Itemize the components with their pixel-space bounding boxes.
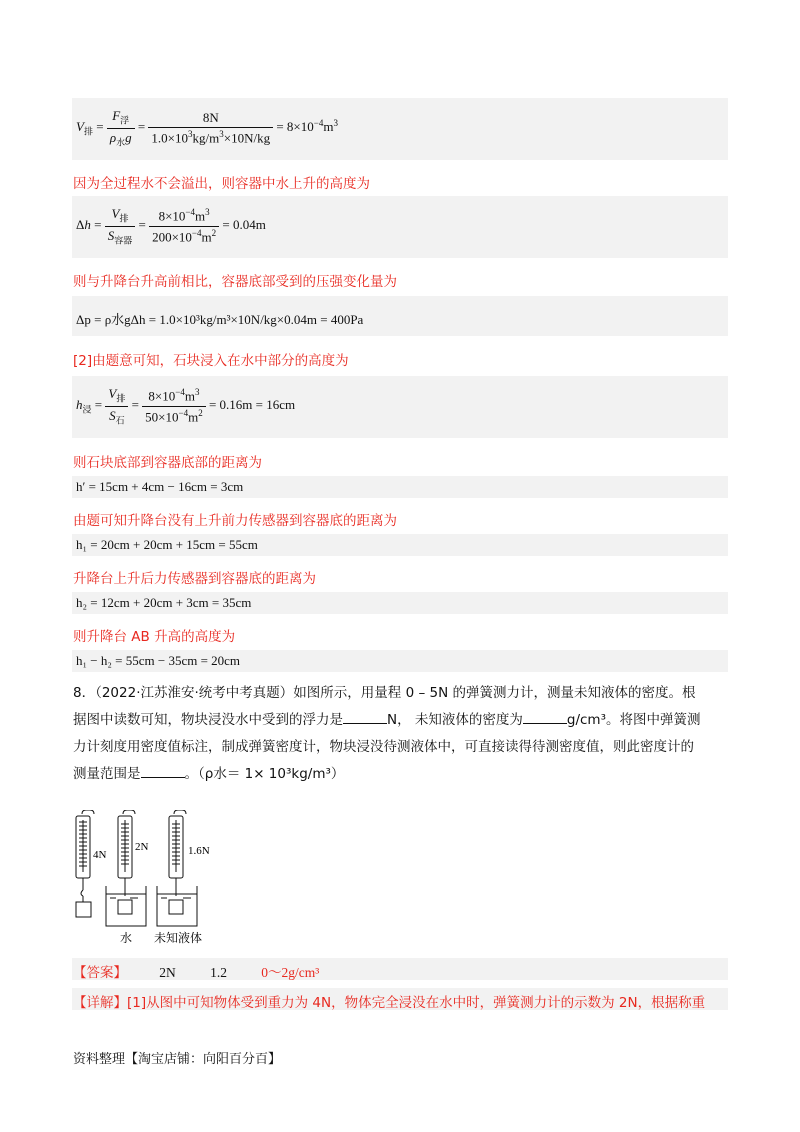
- blank-buoyancy: [343, 711, 387, 724]
- answer-2: 1.2: [210, 965, 227, 980]
- step-text-7: 则升降台 AB 升高的高度为: [73, 629, 236, 645]
- equation-v-displaced: $V_排$ = $\frac{F_浮}{\rho_水g}$ = $\frac{8N}{1.0\times 10^3kg/m^3\times 10N/kg}$ = $8\times 10^{-4}m^3$: [76, 108, 338, 148]
- detail-line: [73, 991, 705, 1011]
- caption-unknown-liquid: 未知液体: [154, 931, 203, 945]
- detail-tag: 【详解】: [73, 995, 127, 1011]
- equation-h1: h₁ = 20cm + 20cm + 15cm = 55cm: [76, 537, 258, 552]
- step-text-5: 由题可知升降台没有上升前力传感器到容器底的距离为: [73, 513, 397, 529]
- reading-2n: 2N: [135, 841, 149, 853]
- answer-1: 2N: [159, 965, 176, 980]
- step-text-6: 升降台上升后力传感器到容器底的距离为: [73, 571, 316, 587]
- equation-h-prime: h′ = 15cm + 4cm − 16cm = 3cm: [76, 479, 244, 494]
- caption-water: 水: [120, 931, 133, 945]
- question-line-3: 力计刻度用密度值标注，制成弹簧密度计，物块浸没待测液体中，可直接读得待测密度值，则此密度计的: [73, 739, 694, 755]
- step-text-3: [2]由题意可知，石块浸入在水中部分的高度为: [73, 353, 349, 369]
- question-line-1: 8．（2022·江苏淮安·统考中考真题）如图所示，用量程 0 – 5N 的弹簧测力计，测量未知液体的密度。根: [73, 685, 696, 701]
- equation-h1-minus-h2: h₁ − h₂ = 55cm − 35cm = 20cm: [76, 653, 241, 668]
- blank-density: [523, 711, 567, 724]
- footer-source: 资料整理【淘宝店铺：向阳百分百】: [73, 1052, 282, 1067]
- step-text-4: 则石块底部到容器底部的距离为: [73, 455, 262, 471]
- equation-h-immersed: $h_浸$ = $\frac{V_排}{S_石}$ = $\frac{8\times 10^{-4}m^3}{50\times 10^{-4}m^2}$ = 0.16m = 16cm: [76, 386, 296, 426]
- answer-tag: 【答案】: [73, 965, 127, 981]
- answer-3: 0～2g/cm³: [261, 965, 320, 980]
- reading-1-6n: 1.6N: [188, 845, 210, 857]
- reading-4n: 4N: [93, 849, 107, 861]
- step-text-2: 则与升降台升高前相比，容器底部受到的压强变化量为: [73, 274, 397, 290]
- equation-delta-p: Δp = ρ水gΔh = 1.0×10³kg/m³×10N/kg×0.04m = 400Pa: [76, 312, 364, 327]
- equation-delta-h: Δh = $\frac{V_排}{S_{容器}}$ = $\frac{8\times 10^{-4}m^3}{200\times 10^{-4}m^2}$ = 0.04m: [76, 206, 266, 246]
- answer-line: [73, 961, 319, 981]
- step-text-1: 因为全过程水不会溢出，则容器中水上升的高度为: [73, 176, 370, 192]
- question-line-4: 测量范围是 。（ρ水＝ 1× 10³kg/m³）: [73, 766, 345, 782]
- spring-scale-figure: [70, 810, 230, 950]
- equation-h2: h₂ = 12cm + 20cm + 3cm = 35cm: [76, 595, 252, 610]
- question-line-2: 据图中读数可知，物块浸没水中受到的浮力是 N， 未知液体的密度为 g/cm³。将图中弹簧测: [73, 712, 701, 728]
- blank-range: [141, 765, 185, 778]
- detail-text: [1]从图中可知物体受到重力为 4N，物体完全浸没在水中时，弹簧测力计的示数为 2N，根据称重: [127, 995, 706, 1011]
